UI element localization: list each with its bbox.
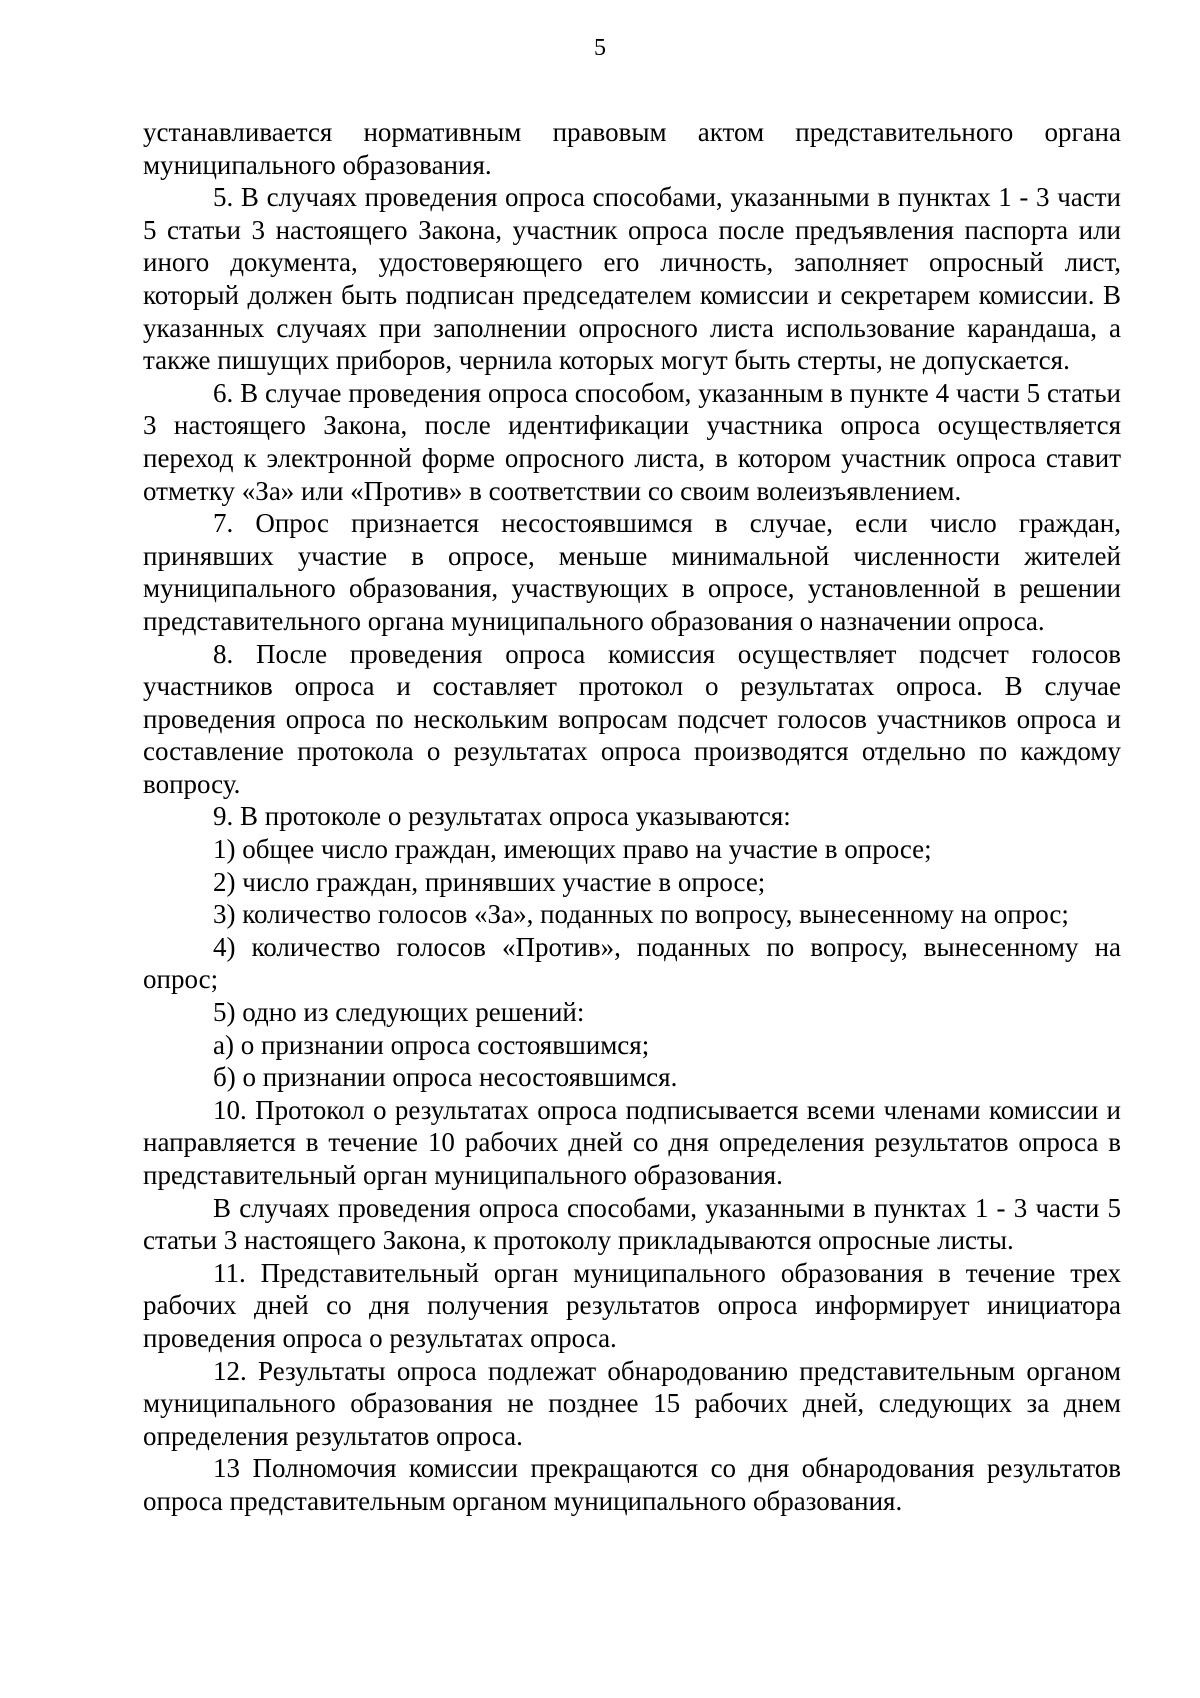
list-subitem-b: б) о признании опроса несостоявшимся. — [213, 1062, 678, 1093]
paragraph-item-10-continued: В случаях проведения опроса способами, указанными в пунктах 1 - 3 части 5 статьи 3 настоящего Закона, к протоколу прикладываются опросные листы. — [143, 1192, 1121, 1256]
list-item-2: 2) число граждан, принявших участие в опросе; — [213, 866, 766, 897]
list-item-5: 5) одно из следующих решений: — [213, 997, 585, 1028]
page-number: 5 — [594, 35, 606, 61]
paragraph-item-10: 10. Протокол о результатах опроса подписывается всеми членами комиссии и направляется в течение 10 рабочих дней со дня определения результатов опроса в представительный орган муниципального образования. — [143, 1094, 1121, 1190]
paragraph-continuation: устанавливается нормативным правовым актом представительного органа муниципального образования. — [143, 117, 1121, 180]
paragraph-item-7: 7. Опрос признается несостоявшимся в случае, если число граждан, принявших участие в опросе, меньше минимальной численности жителей муниципального образования, участвующих в опросе, установленной в решении представительного органа муниципального образования о назначении опроса. — [143, 508, 1121, 636]
paragraph-item-5: 5. В случаях проведения опроса способами, указанными в пунктах 1 - 3 части 5 статьи 3 настоящего Закона, участник опроса после предъявления паспорта или иного документа, удостоверяющего его личность, заполняет опросный лист, который должен быть подписан председателем комиссии и секретарем комиссии. В указанных случаях при заполнении опросного листа использование карандаша, а также пишущих приборов, чернила которых могут быть стерты, не допускается. — [143, 182, 1121, 376]
paragraph-item-9: 9. В протоколе о результатах опроса указываются: — [213, 801, 791, 832]
document-body — [143, 116, 1121, 1518]
list-item-3: 3) количество голосов «За», поданных по вопросу, вынесенному на опрос; — [213, 899, 1069, 930]
list-item-1: 1) общее число граждан, имеющих право на участие в опросе; — [213, 834, 932, 865]
paragraph-item-12: 12. Результаты опроса подлежат обнародованию представительным органом муниципального образования не позднее 15 рабочих дней, следующих за днем определения результатов опроса. — [143, 1355, 1121, 1451]
paragraph-item-8: 8. После проведения опроса комиссия осуществляет подсчет голосов участников опроса и составляет протокол о результатах опроса. В случае проведения опроса по нескольким вопросам подсчет голосов участников опроса и составление протокола о результатах опроса производятся отдельно по каждому вопросу. — [143, 638, 1121, 799]
paragraph-item-11: 11. Представительный орган муниципального образования в течение трех рабочих дней со дня получения результатов опроса информирует инициатора проведения опроса о результатах опроса. — [143, 1257, 1121, 1353]
paragraph-item-13: 13 Полномочия комиссии прекращаются со дня обнародования результатов опроса представительным органом муниципального образования. — [143, 1453, 1121, 1516]
list-subitem-a: а) о признании опроса состоявшимся; — [213, 1029, 650, 1060]
list-item-4: 4) количество голосов «Против», поданных по вопросу, вынесенному на опрос; — [143, 931, 1121, 995]
paragraph-item-6: 6. В случае проведения опроса способом, указанным в пункте 4 части 5 статьи 3 настоящего Закона, после идентификации участника опроса осуществляется переход к электронной форме опросного листа, в котором участник опроса ставит отметку «За» или «Против» в соответствии со своим волеизъявлением. — [143, 377, 1121, 506]
